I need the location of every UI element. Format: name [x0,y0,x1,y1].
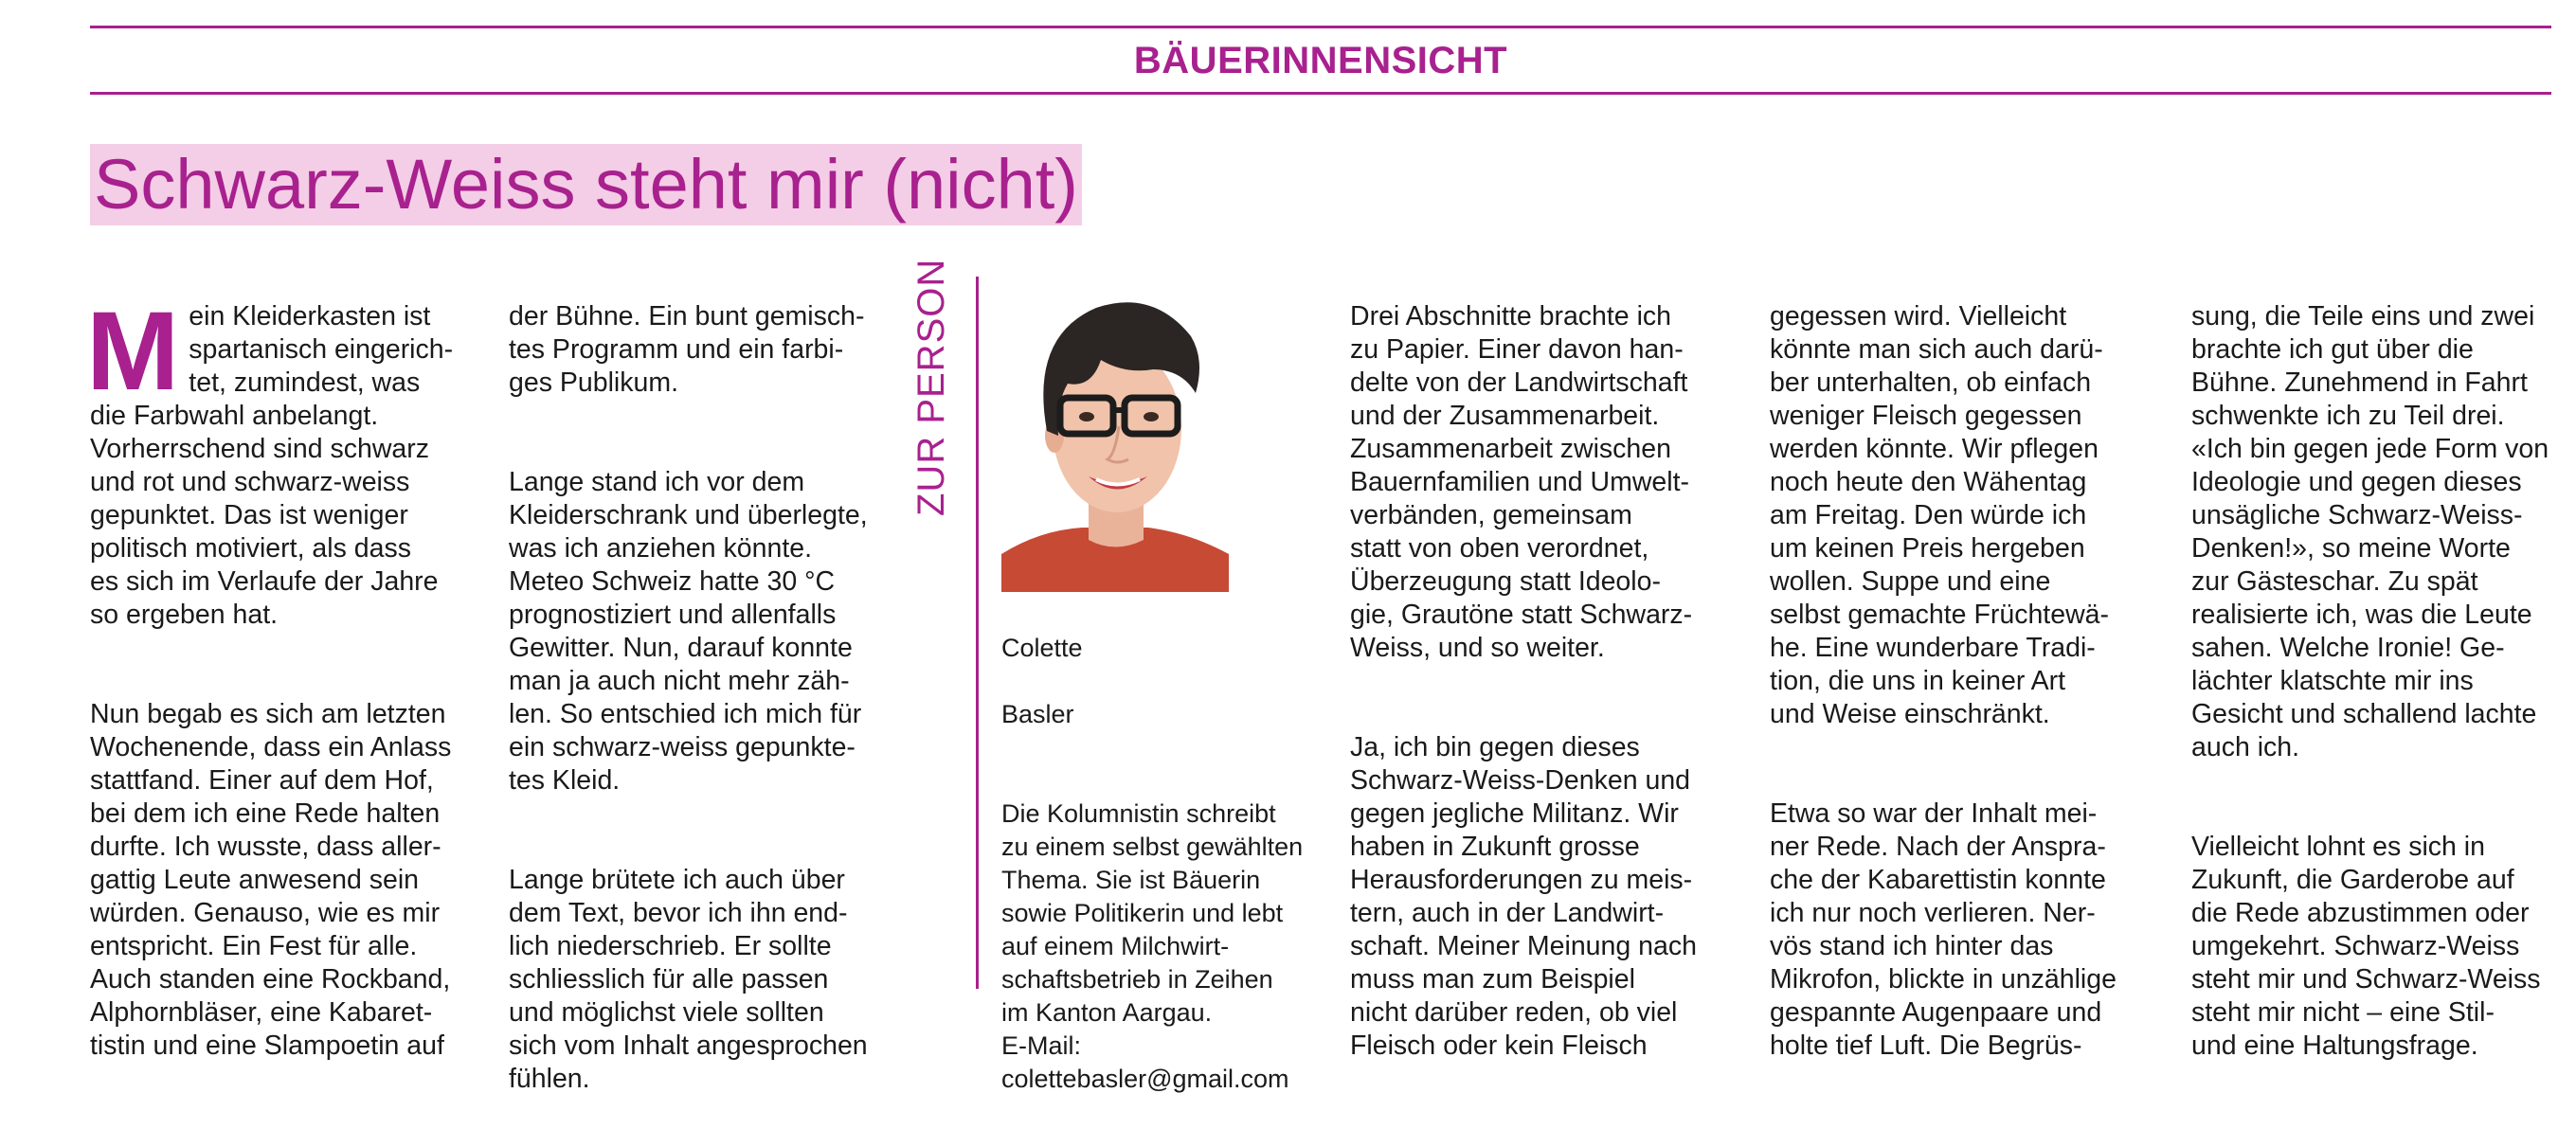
author-last-name: Basler [1001,700,1074,728]
drop-cap: M [86,289,180,414]
article-headline: Schwarz-Weiss steht mir (nicht) [90,144,1082,225]
paragraph: Lange stand ich vor dem Kleiderschrank und überlegte, was ich anziehen könnte. Meteo Schweiz hatte 30 °C prognostiziert und allenfalls Gewitter. Nun, darauf konnte man ja auch nicht mehr zäh- len. So entschied ich mich für ein schwarz-weiss gepunkte- tes Kleid. [509,467,868,796]
bottom-rule [90,92,2551,95]
author-email: colettebasler@gmail.com [1001,1065,1289,1093]
section-title: BÄUERINNENSICHT [1133,40,1508,81]
author-info [1001,599,1333,1096]
sidebar-heading: ZUR PERSON [910,258,952,516]
paragraph: Ja, ich bin gegen dieses Schwarz-Weiss-Denken und gegen jegliche Militanz. Wir haben in Zukunft grosse Herausforderungen zu meis- tern, auch in der Landwirt- schaft. Meiner Meinung nach muss man zum Beispiel nicht darüber reden, ob viel Fleisch oder kein Fleisch [1350,732,1697,1061]
paragraph: Vielleicht lohnt es sich in Zukunft, die Garderobe auf die Rede abzustimmen oder umgekehrt. Schwarz-Weiss steht mir und Schwarz-Weiss steht mir nicht – eine Stil- und eine Haltungsfrage. [2191,832,2541,1061]
paragraph: sung, die Teile eins und zwei brachte ich gut über die Bühne. Zunehmend in Fahrt schwenkte ich zu Teil drei. «Ich bin gegen jede Form von Ideologie und gegen dieses unsägliche Schwarz-Weiss- Denken!», so meine Worte zur Gästeschar. Zu spät realisierte ich, was die Leute sahen. Welche Ironie! Ge- lächter klatschte mir ins Gesicht und schallend lachte auch ich. [2191,301,2549,762]
article-column-2 [509,267,878,1129]
article-column-6 [2191,267,2561,1096]
article-column-4 [1350,267,1720,1096]
paragraph: gegessen wird. Vielleicht könnte man sich auch darü- ber unterhalten, ob einfach weniger Fleisch gegessen werden könnte. Wir pflegen noch heute den Wähentag am Freitag. Den würde ich um keinen Preis hergeben wollen. Suppe und eine selbst gemachte Früchtewä- he. Eine wunderbare Tradi- tion, die uns in keiner Art und Weise einschränkt. [1770,301,2109,729]
author-first-name: Colette [1001,634,1083,662]
paragraph: Drei Abschnitte brachte ich zu Papier. Einer davon han- delte von der Landwirtschaft und der Zusammenarbeit. Zusammenarbeit zwischen Bauernfamilien und Umwelt- verbänden, gemeinsam statt von oben verordnet, Überzeugung statt Ideolo- gie, Grautöne statt Schwarz- Weiss, und so weiter. [1350,301,1693,663]
paragraph: Lange brütete ich auch über dem Text, bevor ich ihn end- lich niederschrieb. Er sollte schliesslich für alle passen und möglichst viele sollten sich vom Inhalt angesprochen fühlen. [509,865,868,1094]
paragraph: Nun begab es sich am letzten Wochenende, dass ein Anlass stattfand. Einer auf dem Hof, bei dem ich eine Rede halten durfte. Ich wusste, dass aller- gattig Leute anwesend sein würden. Genauso, wie es mir entspricht. Ein Fest für alle. Auch standen eine Rockband, Alphornbläser, eine Kabaret- tistin und eine Slampoetin auf [90,699,452,1061]
paragraph: der Bühne. Ein bunt gemisch- tes Programm und ein farbi- ges Publikum. [509,301,865,398]
sidebar-divider [976,277,979,989]
email-label: E-Mail: [1001,1031,1082,1060]
article-column-5 [1770,267,2139,1096]
author-portrait [1001,270,1229,592]
paragraph: ein Kleiderkasten ist spartanisch eingerich- tet, zumindest, was die Farbwahl anbelangt. Vorherrschend sind schwarz und rot und schwarz-weiss gepunktet. Das ist weniger politisch motiviert, als dass es sich im Verlaufe der Jahre so ergeben hat. [90,301,454,630]
author-portrait-illustration [1001,270,1229,592]
paragraph: Etwa so war der Inhalt mei- ner Rede. Nach der Anspra- che der Kabarettistin konnte ich nur noch verlieren. Ner- vös stand ich hinter das Mikrofon, blickte in unzählige gespannte Augenpaare und holte tief Luft. Die Begrüs- [1770,798,2117,1061]
author-bio: Die Kolumnistin schreibt zu einem selbst gewählten Thema. Sie ist Bäuerin sowie Politikerin und lebt auf einem Milchwirt- schaftsbetrieb in Zeihen im Kanton Aargau. [1001,799,1304,1027]
article-column-1 [86,267,459,1096]
top-rule [90,26,2551,28]
